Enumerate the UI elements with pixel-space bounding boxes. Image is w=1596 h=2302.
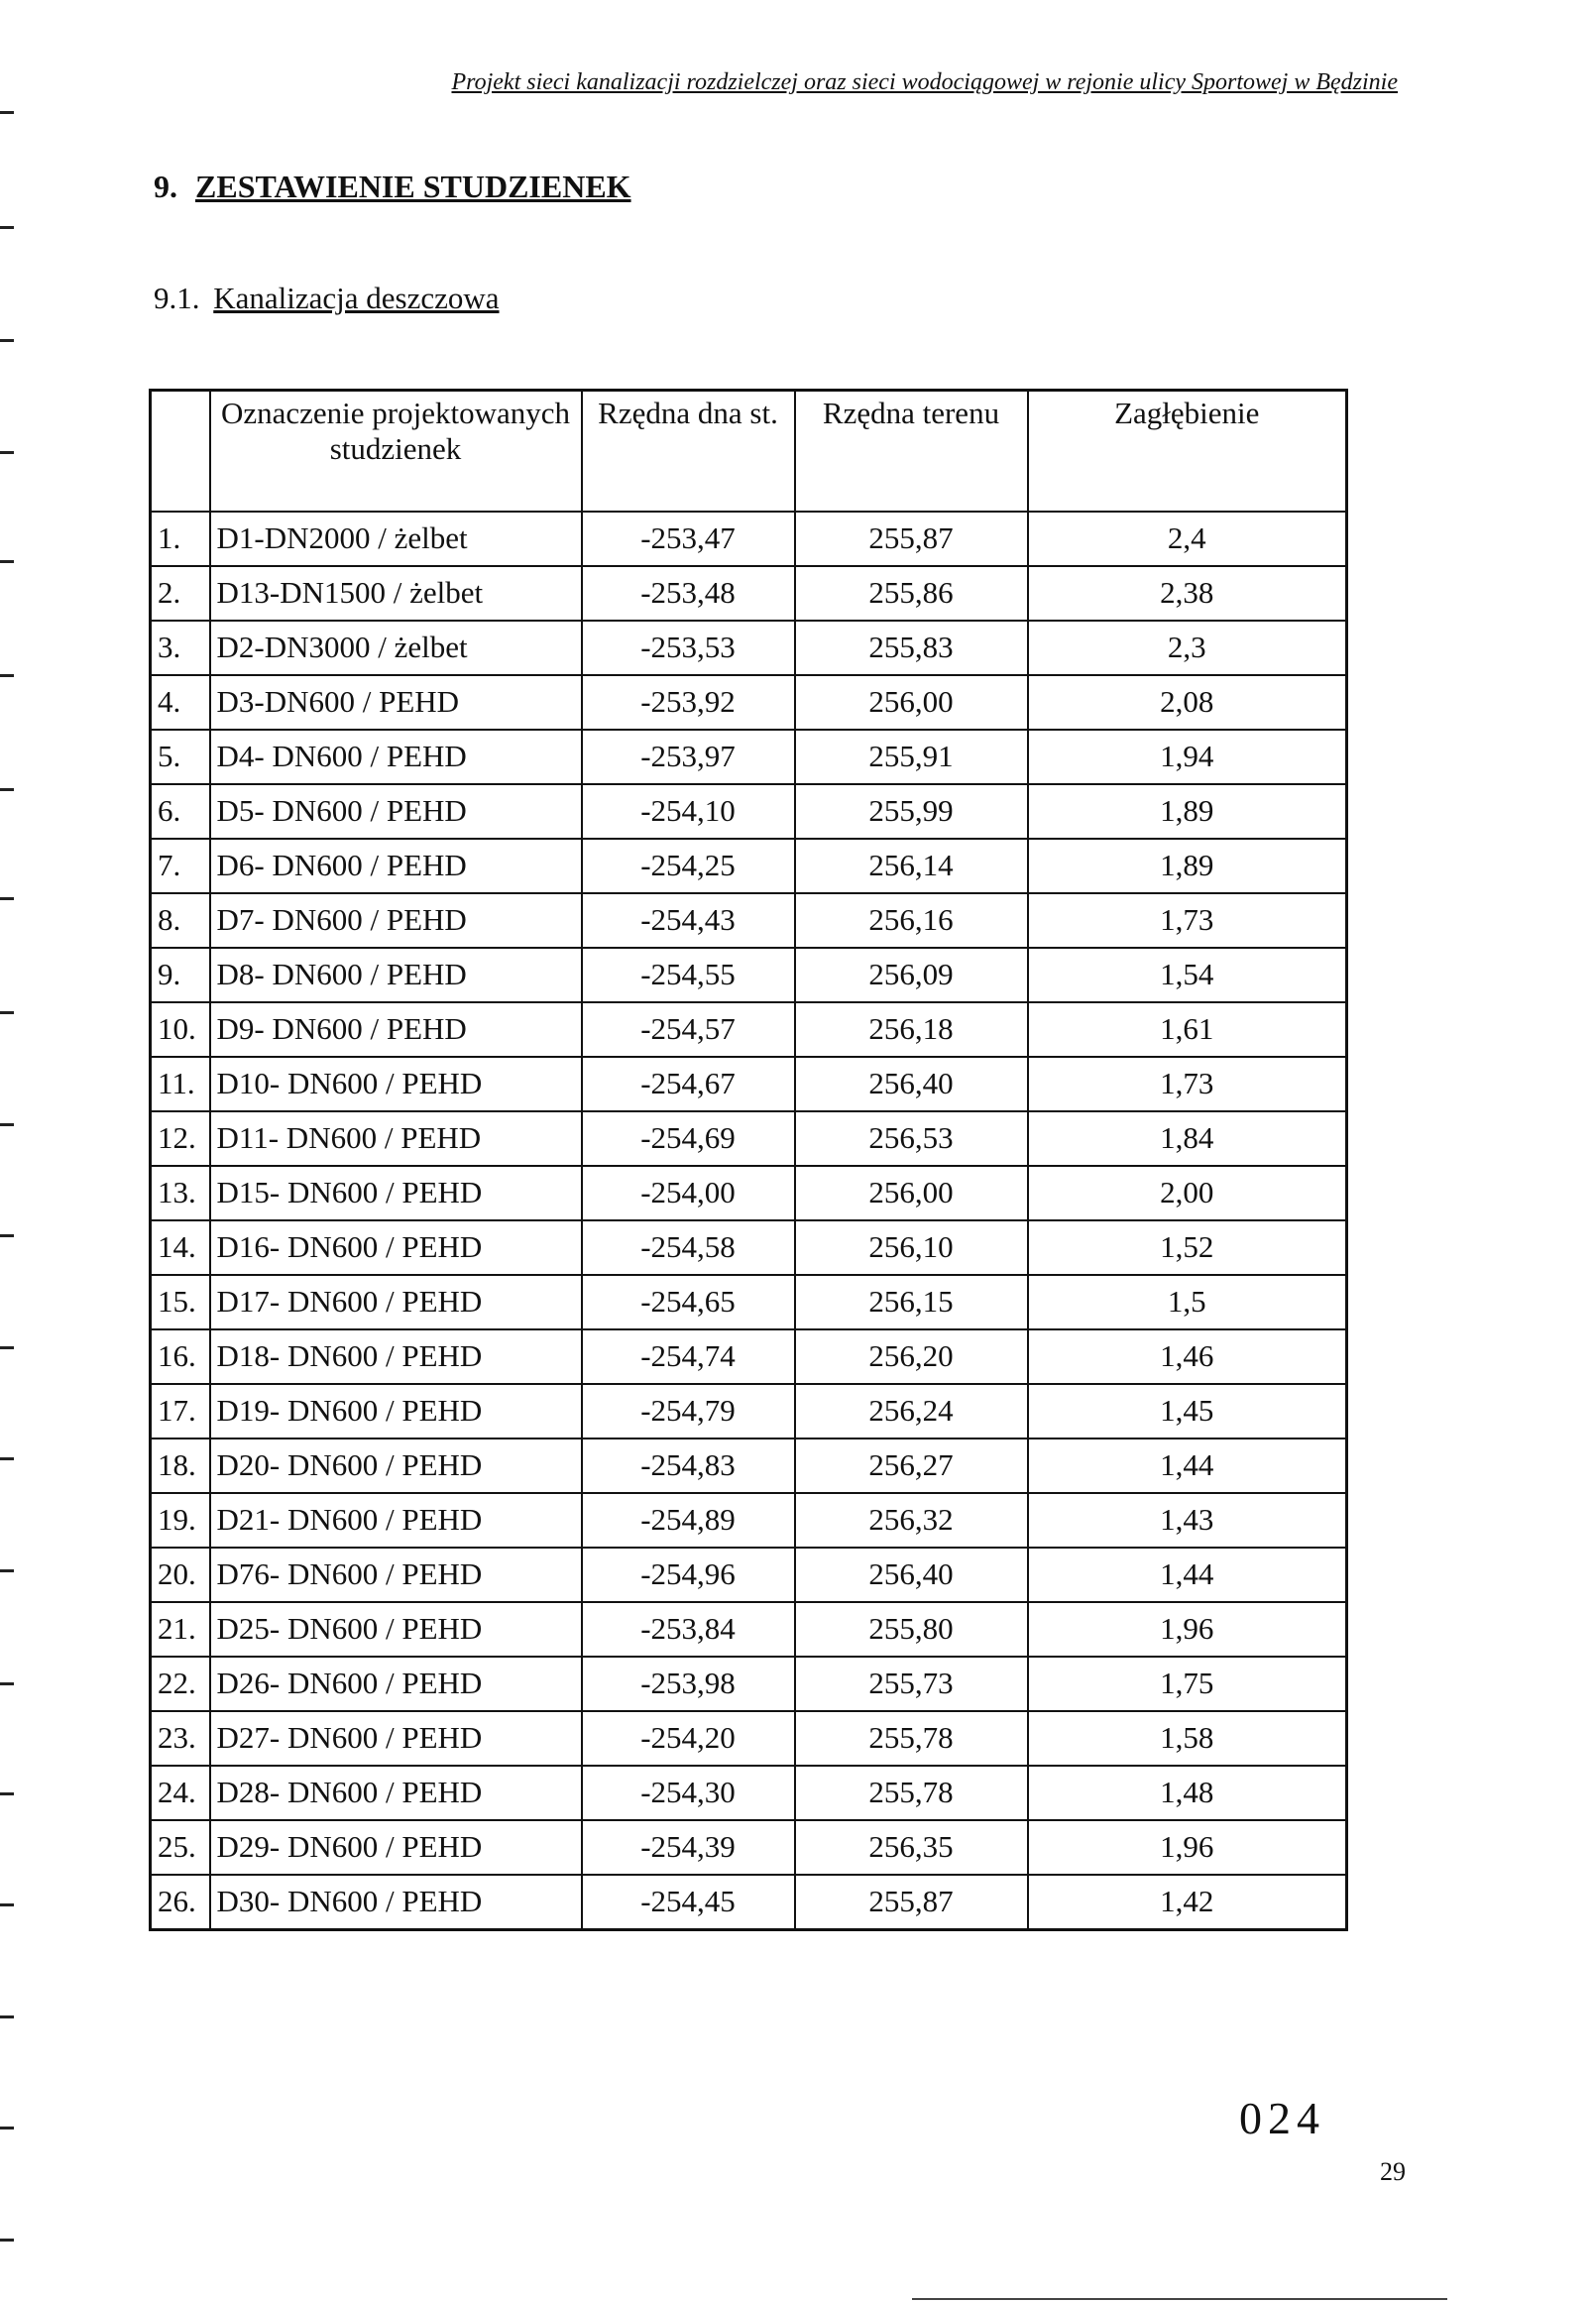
manhole-designation: D26- DN600 / PEHD bbox=[210, 1657, 582, 1711]
terrain-elevation: 256,09 bbox=[795, 948, 1028, 1002]
row-number: 22. bbox=[151, 1657, 210, 1711]
manhole-designation: D28- DN600 / PEHD bbox=[210, 1766, 582, 1820]
table-row bbox=[151, 1493, 1347, 1548]
depth-value: 2,3 bbox=[1028, 621, 1347, 675]
bottom-elevation: -253,92 bbox=[582, 675, 795, 730]
terrain-elevation: 255,83 bbox=[795, 621, 1028, 675]
manhole-designation: D21- DN600 / PEHD bbox=[210, 1493, 582, 1548]
depth-value: 1,75 bbox=[1028, 1657, 1347, 1711]
terrain-elevation: 256,14 bbox=[795, 839, 1028, 893]
depth-value: 1,42 bbox=[1028, 1875, 1347, 1929]
row-number: 17. bbox=[151, 1384, 210, 1439]
bottom-elevation: -254,96 bbox=[582, 1548, 795, 1602]
margin-mark bbox=[0, 674, 14, 677]
margin-mark bbox=[0, 339, 14, 342]
margin-mark bbox=[0, 1457, 14, 1460]
manhole-designation: D30- DN600 / PEHD bbox=[210, 1875, 582, 1929]
manhole-designation: D18- DN600 / PEHD bbox=[210, 1329, 582, 1384]
table-row bbox=[151, 948, 1347, 1002]
section-heading bbox=[154, 169, 631, 205]
manhole-designation: D15- DN600 / PEHD bbox=[210, 1166, 582, 1220]
depth-value: 1,43 bbox=[1028, 1493, 1347, 1548]
margin-mark bbox=[0, 1682, 14, 1685]
manhole-designation: D29- DN600 / PEHD bbox=[210, 1820, 582, 1875]
manhole-designation: D3-DN600 / PEHD bbox=[210, 675, 582, 730]
row-number: 21. bbox=[151, 1602, 210, 1657]
manholes-table bbox=[149, 389, 1348, 1931]
row-number: 15. bbox=[151, 1275, 210, 1329]
table-row bbox=[151, 1111, 1347, 1166]
table-row bbox=[151, 512, 1347, 566]
margin-mark bbox=[0, 560, 14, 563]
manhole-designation: D8- DN600 / PEHD bbox=[210, 948, 582, 1002]
manhole-designation: D2-DN3000 / żelbet bbox=[210, 621, 582, 675]
row-number: 23. bbox=[151, 1711, 210, 1766]
table-row bbox=[151, 1548, 1347, 1602]
terrain-elevation: 256,18 bbox=[795, 1002, 1028, 1057]
subsection-number: 9.1. bbox=[154, 281, 200, 315]
terrain-elevation: 256,40 bbox=[795, 1057, 1028, 1111]
bottom-elevation: -254,74 bbox=[582, 1329, 795, 1384]
bottom-elevation: -254,89 bbox=[582, 1493, 795, 1548]
terrain-elevation: 256,00 bbox=[795, 1166, 1028, 1220]
depth-value: 1,46 bbox=[1028, 1329, 1347, 1384]
manhole-designation: D7- DN600 / PEHD bbox=[210, 893, 582, 948]
table-row bbox=[151, 893, 1347, 948]
header-name: Oznaczenie projektowanych studzienek bbox=[210, 391, 582, 513]
subsection-title: Kanalizacja deszczowa bbox=[213, 281, 500, 315]
table-row bbox=[151, 1329, 1347, 1384]
margin-mark bbox=[0, 451, 14, 454]
terrain-elevation: 255,87 bbox=[795, 512, 1028, 566]
depth-value: 1,94 bbox=[1028, 730, 1347, 784]
depth-value: 2,08 bbox=[1028, 675, 1347, 730]
manhole-designation: D27- DN600 / PEHD bbox=[210, 1711, 582, 1766]
table-row bbox=[151, 1002, 1347, 1057]
section-title: ZESTAWIENIE STUDZIENEK bbox=[195, 169, 631, 204]
depth-value: 1,54 bbox=[1028, 948, 1347, 1002]
terrain-elevation: 256,53 bbox=[795, 1111, 1028, 1166]
row-number: 4. bbox=[151, 675, 210, 730]
depth-value: 1,52 bbox=[1028, 1220, 1347, 1275]
manhole-designation: D1-DN2000 / żelbet bbox=[210, 512, 582, 566]
depth-value: 1,73 bbox=[1028, 1057, 1347, 1111]
depth-value: 1,84 bbox=[1028, 1111, 1347, 1166]
depth-value: 1,96 bbox=[1028, 1820, 1347, 1875]
bottom-elevation: -254,83 bbox=[582, 1439, 795, 1493]
depth-value: 1,96 bbox=[1028, 1602, 1347, 1657]
manhole-designation: D16- DN600 / PEHD bbox=[210, 1220, 582, 1275]
row-number: 20. bbox=[151, 1548, 210, 1602]
row-number: 2. bbox=[151, 566, 210, 621]
manhole-designation: D11- DN600 / PEHD bbox=[210, 1111, 582, 1166]
terrain-elevation: 256,40 bbox=[795, 1548, 1028, 1602]
depth-value: 1,5 bbox=[1028, 1275, 1347, 1329]
archive-stamp: 024 bbox=[1239, 2093, 1325, 2143]
table-row bbox=[151, 566, 1347, 621]
header-depth: Zagłębienie bbox=[1028, 391, 1347, 513]
row-number: 18. bbox=[151, 1439, 210, 1493]
margin-mark bbox=[0, 2127, 14, 2129]
depth-value: 2,38 bbox=[1028, 566, 1347, 621]
bottom-elevation: -253,84 bbox=[582, 1602, 795, 1657]
terrain-elevation: 256,15 bbox=[795, 1275, 1028, 1329]
margin-mark bbox=[0, 1234, 14, 1237]
bottom-elevation: -253,48 bbox=[582, 566, 795, 621]
table-row bbox=[151, 784, 1347, 839]
margin-mark bbox=[0, 1011, 14, 1014]
terrain-elevation: 256,24 bbox=[795, 1384, 1028, 1439]
manhole-designation: D6- DN600 / PEHD bbox=[210, 839, 582, 893]
bottom-elevation: -254,79 bbox=[582, 1384, 795, 1439]
row-number: 26. bbox=[151, 1875, 210, 1929]
section-number: 9. bbox=[154, 169, 177, 204]
row-number: 8. bbox=[151, 893, 210, 948]
row-number: 16. bbox=[151, 1329, 210, 1384]
manhole-designation: D10- DN600 / PEHD bbox=[210, 1057, 582, 1111]
bottom-elevation: -253,47 bbox=[582, 512, 795, 566]
margin-mark bbox=[0, 2239, 14, 2242]
terrain-elevation: 256,27 bbox=[795, 1439, 1028, 1493]
running-header: Projekt sieci kanalizacji rozdzielczej oraz sieci wodociągowej w rejonie ulicy Sportowej w Będzinie bbox=[451, 69, 1398, 95]
depth-value: 1,89 bbox=[1028, 784, 1347, 839]
row-number: 25. bbox=[151, 1820, 210, 1875]
terrain-elevation: 255,99 bbox=[795, 784, 1028, 839]
bottom-elevation: -254,57 bbox=[582, 1002, 795, 1057]
margin-mark bbox=[0, 1569, 14, 1572]
terrain-elevation: 255,87 bbox=[795, 1875, 1028, 1929]
table-row bbox=[151, 1384, 1347, 1439]
table-row bbox=[151, 1820, 1347, 1875]
row-number: 6. bbox=[151, 784, 210, 839]
manhole-designation: D9- DN600 / PEHD bbox=[210, 1002, 582, 1057]
bottom-elevation: -254,69 bbox=[582, 1111, 795, 1166]
bottom-elevation: -253,98 bbox=[582, 1657, 795, 1711]
table-body bbox=[151, 512, 1347, 1929]
depth-value: 1,48 bbox=[1028, 1766, 1347, 1820]
row-number: 3. bbox=[151, 621, 210, 675]
table-row bbox=[151, 730, 1347, 784]
margin-mark bbox=[0, 111, 14, 114]
manhole-designation: D19- DN600 / PEHD bbox=[210, 1384, 582, 1439]
margin-mark bbox=[0, 788, 14, 791]
page-number: 29 bbox=[1380, 2157, 1406, 2186]
bottom-elevation: -254,25 bbox=[582, 839, 795, 893]
table-row bbox=[151, 675, 1347, 730]
terrain-elevation: 256,35 bbox=[795, 1820, 1028, 1875]
depth-value: 1,58 bbox=[1028, 1711, 1347, 1766]
bottom-elevation: -254,20 bbox=[582, 1711, 795, 1766]
row-number: 19. bbox=[151, 1493, 210, 1548]
table-row bbox=[151, 1220, 1347, 1275]
margin-mark bbox=[0, 1792, 14, 1795]
terrain-elevation: 256,00 bbox=[795, 675, 1028, 730]
header-bottom-elevation: Rzędna dna st. bbox=[582, 391, 795, 513]
margin-mark bbox=[0, 897, 14, 900]
bottom-elevation: -254,55 bbox=[582, 948, 795, 1002]
margin-mark bbox=[0, 1346, 14, 1349]
depth-value: 2,00 bbox=[1028, 1166, 1347, 1220]
terrain-elevation: 255,78 bbox=[795, 1766, 1028, 1820]
terrain-elevation: 255,91 bbox=[795, 730, 1028, 784]
header-terrain-elevation: Rzędna terenu bbox=[795, 391, 1028, 513]
terrain-elevation: 255,80 bbox=[795, 1602, 1028, 1657]
table-row bbox=[151, 1875, 1347, 1929]
table-header bbox=[151, 391, 1347, 513]
table-row bbox=[151, 1711, 1347, 1766]
footer-rule bbox=[912, 2298, 1447, 2300]
row-number: 5. bbox=[151, 730, 210, 784]
bottom-elevation: -253,53 bbox=[582, 621, 795, 675]
table-row bbox=[151, 839, 1347, 893]
bottom-elevation: -254,65 bbox=[582, 1275, 795, 1329]
manhole-designation: D20- DN600 / PEHD bbox=[210, 1439, 582, 1493]
bottom-elevation: -254,45 bbox=[582, 1875, 795, 1929]
manhole-designation: D25- DN600 / PEHD bbox=[210, 1602, 582, 1657]
terrain-elevation: 256,32 bbox=[795, 1493, 1028, 1548]
bottom-elevation: -254,67 bbox=[582, 1057, 795, 1111]
table-row bbox=[151, 1657, 1347, 1711]
table-header-row bbox=[151, 391, 1347, 513]
depth-value: 1,61 bbox=[1028, 1002, 1347, 1057]
row-number: 12. bbox=[151, 1111, 210, 1166]
bottom-elevation: -254,58 bbox=[582, 1220, 795, 1275]
bottom-elevation: -253,97 bbox=[582, 730, 795, 784]
margin-mark bbox=[0, 1903, 14, 1906]
manhole-designation: D5- DN600 / PEHD bbox=[210, 784, 582, 839]
terrain-elevation: 256,10 bbox=[795, 1220, 1028, 1275]
row-number: 11. bbox=[151, 1057, 210, 1111]
row-number: 9. bbox=[151, 948, 210, 1002]
margin-mark bbox=[0, 2015, 14, 2018]
table-row bbox=[151, 1166, 1347, 1220]
table-row bbox=[151, 1602, 1347, 1657]
depth-value: 1,45 bbox=[1028, 1384, 1347, 1439]
row-number: 7. bbox=[151, 839, 210, 893]
table-row bbox=[151, 1057, 1347, 1111]
manhole-designation: D4- DN600 / PEHD bbox=[210, 730, 582, 784]
row-number: 10. bbox=[151, 1002, 210, 1057]
table-row bbox=[151, 1766, 1347, 1820]
header-no bbox=[151, 391, 210, 513]
terrain-elevation: 255,86 bbox=[795, 566, 1028, 621]
terrain-elevation: 256,20 bbox=[795, 1329, 1028, 1384]
row-number: 13. bbox=[151, 1166, 210, 1220]
margin-mark bbox=[0, 1123, 14, 1126]
bottom-elevation: -254,39 bbox=[582, 1820, 795, 1875]
subsection-heading bbox=[154, 281, 500, 316]
manhole-designation: D76- DN600 / PEHD bbox=[210, 1548, 582, 1602]
table-row bbox=[151, 1439, 1347, 1493]
bottom-elevation: -254,10 bbox=[582, 784, 795, 839]
table-row bbox=[151, 1275, 1347, 1329]
bottom-elevation: -254,00 bbox=[582, 1166, 795, 1220]
depth-value: 1,89 bbox=[1028, 839, 1347, 893]
bottom-elevation: -254,30 bbox=[582, 1766, 795, 1820]
terrain-elevation: 256,16 bbox=[795, 893, 1028, 948]
terrain-elevation: 255,78 bbox=[795, 1711, 1028, 1766]
row-number: 24. bbox=[151, 1766, 210, 1820]
depth-value: 1,44 bbox=[1028, 1439, 1347, 1493]
terrain-elevation: 255,73 bbox=[795, 1657, 1028, 1711]
manhole-designation: D17- DN600 / PEHD bbox=[210, 1275, 582, 1329]
row-number: 1. bbox=[151, 512, 210, 566]
table-row bbox=[151, 621, 1347, 675]
depth-value: 2,4 bbox=[1028, 512, 1347, 566]
depth-value: 1,44 bbox=[1028, 1548, 1347, 1602]
bottom-elevation: -254,43 bbox=[582, 893, 795, 948]
row-number: 14. bbox=[151, 1220, 210, 1275]
depth-value: 1,73 bbox=[1028, 893, 1347, 948]
manhole-designation: D13-DN1500 / żelbet bbox=[210, 566, 582, 621]
margin-mark bbox=[0, 226, 14, 229]
